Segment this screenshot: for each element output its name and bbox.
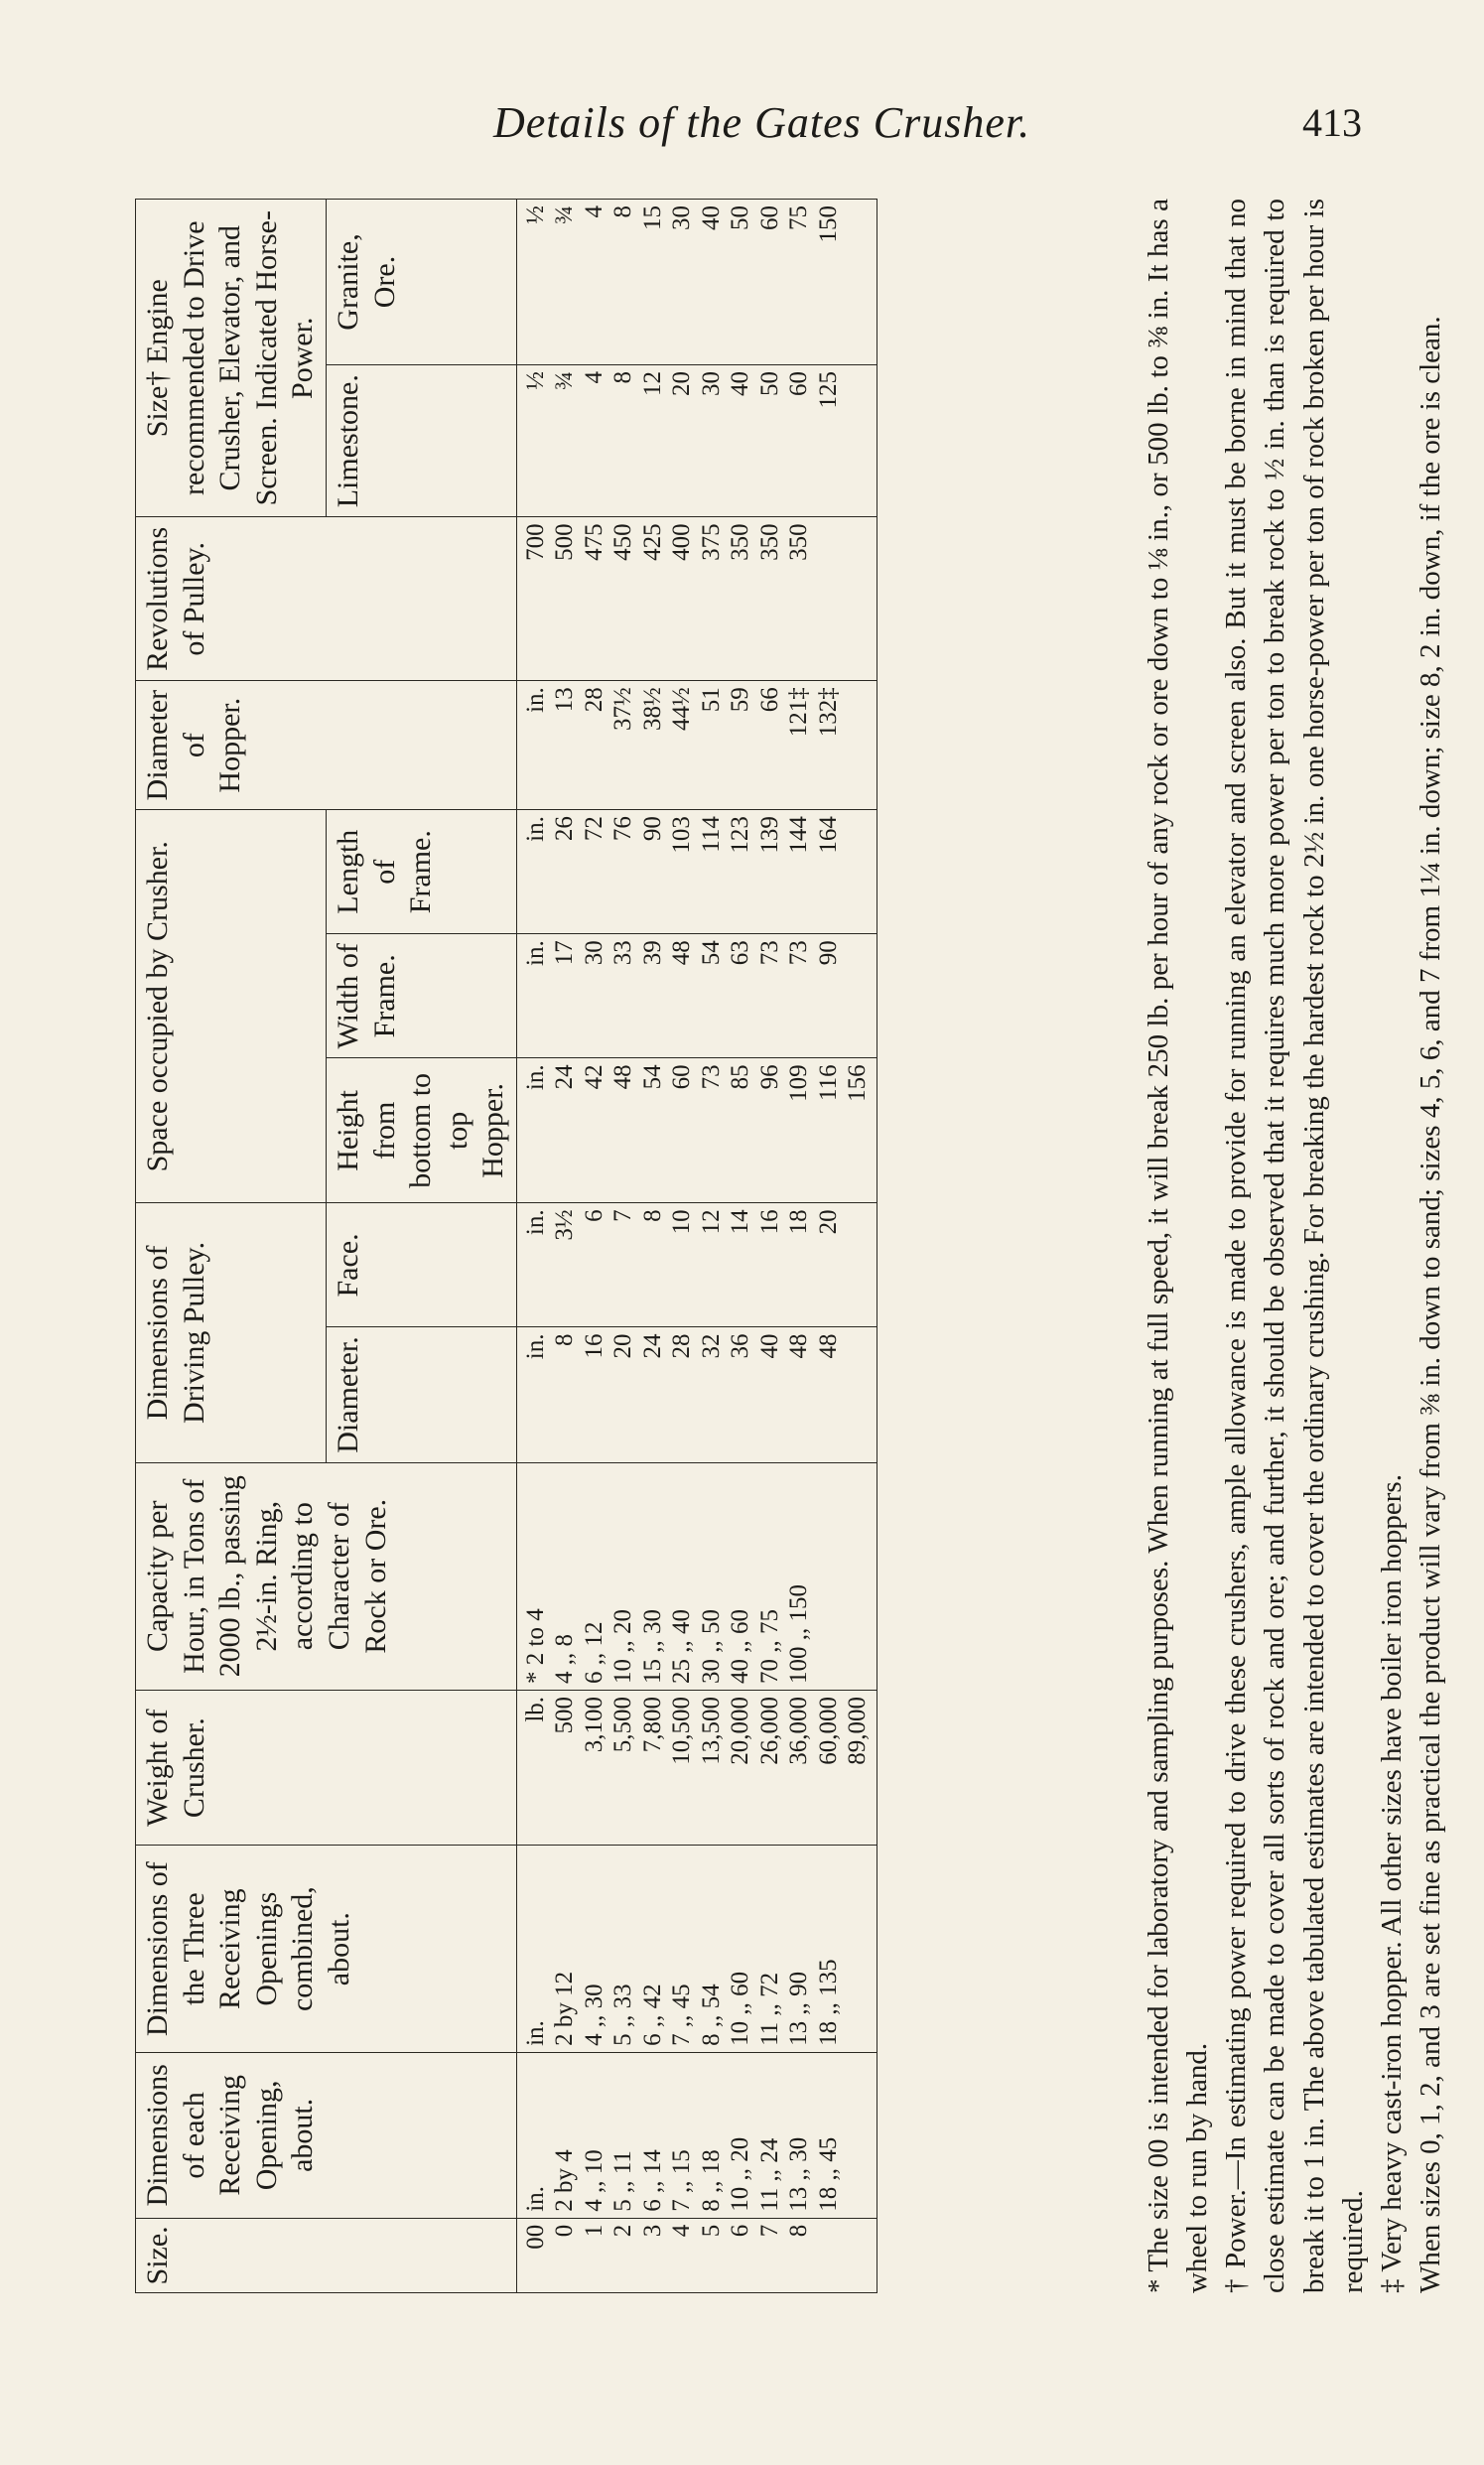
- col-size-values: 00 0 1 2 3 4 5 6 7 8: [516, 2218, 877, 2292]
- col-face-values: in. 3½ 6 7 8 10 12 14 16 18 20: [516, 1203, 877, 1327]
- footnote-hopper: ‡ Very heavy cast-iron hopper. All other sizes have boiler iron hoppers.: [1375, 1474, 1408, 2293]
- page-number: 413: [1302, 100, 1362, 145]
- col-weight-values: lb. 500 3,100 5,500 7,800 10,500 13,500 20,000 26,000 36,000 60,000 89,000: [516, 1690, 877, 1845]
- col-header-granite: Granite, Ore.: [326, 200, 516, 365]
- col-group-space-occupied: Space occupied by Crusher.: [136, 810, 327, 1203]
- col-three-openings-values: in. 2 by 12 4 ,, 30 5 ,, 33 6 ,, 42 7 ,, 45 8 ,, 54 10 ,, 60 11 ,, 72 13 ,, 90 18 ,, 135: [516, 1846, 877, 2053]
- col-header-receiving-opening: Dimensions of each Receiving Opening, about.: [136, 2052, 517, 2218]
- col-group-driving-pulley: Dimensions of Driving Pulley.: [136, 1203, 327, 1462]
- col-height-values: in. 24 42 48 54 60 73 85 96 109 116 156: [516, 1058, 877, 1203]
- page-header: [0, 0, 1484, 199]
- col-header-three-openings: Dimensions of the Three Receiving Openings combined, about.: [136, 1846, 517, 2053]
- col-header-width: Width of Frame.: [326, 934, 516, 1058]
- col-receiving-opening-values: in. 2 by 4 4 ,, 10 5 ,, 11 6 ,, 14 7 ,, 15 8 ,, 18 10 ,, 20 11 ,, 24 13 ,, 30 18 ,, 45: [516, 2052, 877, 2218]
- footnotes: [1140, 199, 1450, 2293]
- col-length-values: in. 26 72 76 90 103 114 123 139 144 164: [516, 810, 877, 934]
- col-header-height: Height from bottom to top Hopper.: [326, 1058, 516, 1203]
- footnote-product-sizes: When sizes 0, 1, 2, and 3 are set fine as practical the product will vary from ⅜ in. down to sand; sizes 4, 5, 6, and 7 from 1¼ in. down; size 8, 2 in. down, if the ore is clean.: [1414, 316, 1446, 2293]
- col-granite-values: ½ ¾ 4 8 15 30 40 50 60 75 150: [516, 200, 877, 365]
- col-header-revolutions: Revolutions of Pulley.: [136, 517, 517, 681]
- header-row-top: [136, 200, 327, 2293]
- rotated-page-body: [135, 199, 1446, 2293]
- col-header-weight: Weight of Crusher.: [136, 1690, 517, 1845]
- col-header-size: Size.: [136, 2218, 517, 2292]
- col-header-limestone: Limestone.: [326, 364, 516, 516]
- col-header-hopper-diameter: Diameter of Hopper.: [136, 681, 517, 810]
- data-row: [516, 200, 877, 2293]
- col-header-length: Length of Frame.: [326, 810, 516, 934]
- col-hopper-diameter-values: in. 13 28 37½ 38½ 44½ 51 59 66 121‡ 132‡: [516, 681, 877, 810]
- col-diameter-values: in. 8 16 20 24 28 32 36 40 48 48: [516, 1327, 877, 1462]
- col-capacity-values: * 2 to 4 4 ,, 8 6 ,, 12 10 ,, 20 15 ,, 30 25 ,, 40 30 ,, 50 40 ,, 60 70 ,, 75 100 ,, 150: [516, 1462, 877, 1690]
- col-limestone-values: ½ ¾ 4 8 12 20 30 40 50 60 125: [516, 364, 877, 516]
- col-width-values: in. 17 30 33 39 48 54 63 73 73 90: [516, 934, 877, 1058]
- col-group-engine: Size† Engine recommended to Drive Crusher, Elevator, and Screen. Indicated Horse-Power.: [136, 200, 327, 517]
- col-revolutions-values: 700 500 475 450 425 400 375 350 350 350: [516, 517, 877, 681]
- crusher-specs-table: [135, 199, 877, 2293]
- col-header-capacity: Capacity per Hour, in Tons of 2000 lb., passing 2½-in. Ring, according to Character of Rock or Ore.: [136, 1462, 517, 1690]
- col-header-diameter: Diameter.: [326, 1327, 516, 1462]
- footnote-size-00: * The size 00 is intended for laboratory and sampling purposes. When running at full speed, it will break 250 lb. per hour of any rock or ore down to ⅛ in., or 500 lb. to ⅜ in. It has a wheel to run by hand.: [1143, 199, 1214, 2293]
- footnote-power: † Power.—In estimating power required to drive these crushers, ample allowance is made to provide for running an elevator and screen also. But it must be borne in mind that no close estimate can be made to cover all sorts of rock and ore; and further, it should be observed that it requires much more power per ton to break rock to ½ in. than is required to break it to 1 in. The above tabulated estimates are intended to cover the ordinary crushing. For breaking the hardest rock to 2½ in. one horse-power per ton of rock broken per hour is required.: [1220, 199, 1369, 2293]
- col-header-face: Face.: [326, 1203, 516, 1327]
- running-title: Details of the Gates Crusher.: [493, 98, 1031, 147]
